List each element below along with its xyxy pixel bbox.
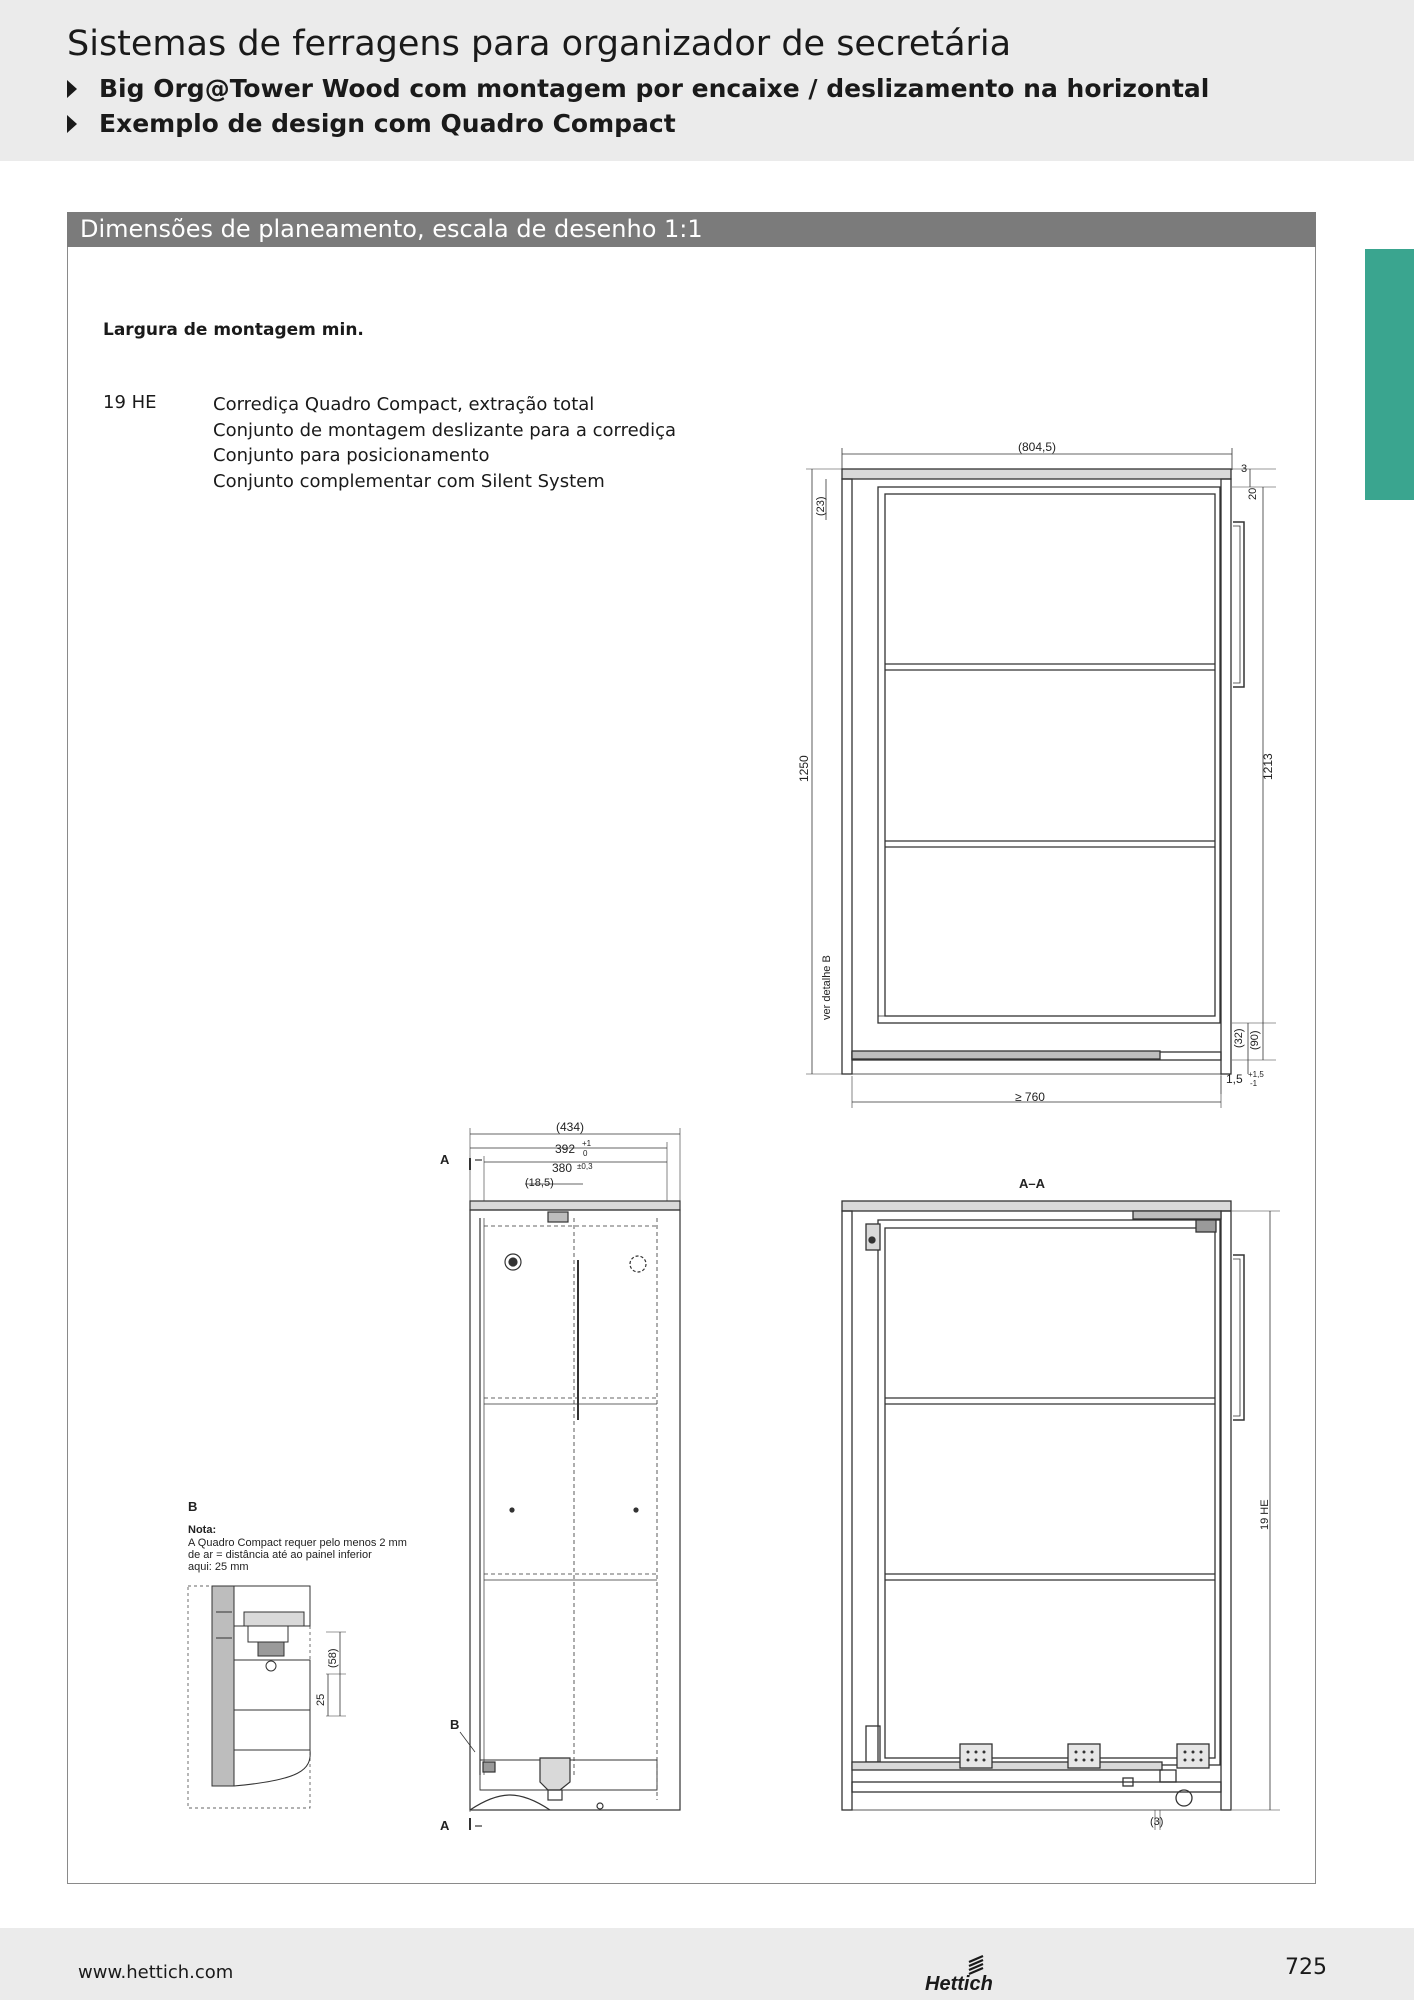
detail-b-text bbox=[188, 1499, 407, 1573]
dim-90: (90) bbox=[1249, 1030, 1261, 1050]
detail-b-title: B bbox=[188, 1499, 198, 1514]
dim-1213: 1213 bbox=[1261, 753, 1275, 780]
dim-380: 380 bbox=[552, 1161, 573, 1175]
dim-3: 3 bbox=[1241, 463, 1248, 475]
detail-b-note-line: aqui: 25 mm bbox=[188, 1561, 249, 1573]
detail-b-note-line: A Quadro Compact requer pelo menos 2 mm bbox=[188, 1537, 407, 1549]
spec-code: 19 HE bbox=[103, 392, 157, 413]
tol-plus: +1,5 bbox=[1248, 1070, 1264, 1079]
dim-1250: 1250 bbox=[797, 755, 811, 782]
dim-58: (58) bbox=[327, 1648, 339, 1668]
brand-name: Hettich bbox=[925, 1973, 993, 1994]
dim-392: 392 bbox=[555, 1142, 576, 1156]
section-mark-a-top: A bbox=[440, 1152, 450, 1167]
dim-1-5: 1,5 bbox=[1226, 1072, 1243, 1086]
section-mark-a-bottom: A bbox=[440, 1818, 450, 1833]
tol-392-minus: 0 bbox=[583, 1149, 588, 1158]
front-view bbox=[806, 448, 1276, 1108]
subtitle-1-text: Big Org@Tower Wood com montagem por encaixe / deslizamento na horizontal bbox=[99, 74, 1210, 103]
detail-b-note-line: de ar = distância até ao painel inferior bbox=[188, 1549, 372, 1561]
page-title: Sistemas de ferragens para organizador de secretária bbox=[67, 24, 1012, 64]
front-view-labels bbox=[797, 440, 1275, 1104]
dim-434: (434) bbox=[555, 1120, 585, 1134]
section-a-a-labels bbox=[1019, 1176, 1271, 1828]
hettich-logo bbox=[925, 1954, 1005, 1994]
subtitle-2-text: Exemplo de design com Quadro Compact bbox=[99, 109, 676, 138]
detail-mark-b: B bbox=[450, 1717, 460, 1732]
section-a-a-title: A–A bbox=[1018, 1176, 1046, 1191]
side-view bbox=[460, 1128, 680, 1830]
website-link[interactable]: www.hettich.com bbox=[78, 1962, 234, 1983]
dim-23: (23) bbox=[815, 496, 827, 516]
spec-line: Conjunto de montagem deslizante para a corrediça bbox=[213, 419, 677, 441]
detail-b-reference: ver detalhe B bbox=[821, 955, 833, 1020]
dim-25: 25 bbox=[315, 1693, 327, 1706]
dim-804-5: (804,5) bbox=[1017, 440, 1057, 454]
dim-760: ≥ 760 bbox=[1015, 1090, 1045, 1104]
spec-line: Conjunto para posicionamento bbox=[213, 445, 490, 466]
dim-19-he: 19 HE bbox=[1259, 1499, 1271, 1530]
spec-line: Corrediça Quadro Compact, extração total bbox=[213, 394, 595, 415]
min-width-label: Largura de montagem min. bbox=[103, 320, 364, 340]
section-title: Dimensões de planeamento, escala de desenho 1:1 bbox=[80, 215, 703, 243]
side-view-labels bbox=[440, 1120, 593, 1833]
dim-32: (32) bbox=[1233, 1028, 1245, 1048]
tol-minus: -1 bbox=[1250, 1079, 1258, 1088]
dim-18-5: (18,5) bbox=[525, 1177, 554, 1189]
section-a-a-view bbox=[842, 1201, 1280, 1830]
tol-380: ±0,3 bbox=[577, 1162, 593, 1171]
dim-20: 20 bbox=[1247, 487, 1259, 500]
tol-392-plus: +1 bbox=[582, 1139, 592, 1148]
dim-3-bottom: (3) bbox=[1150, 1816, 1164, 1828]
spec-line: Conjunto complementar com Silent System bbox=[213, 470, 605, 492]
detail-b-labels bbox=[315, 1648, 339, 1706]
detail-b-note-title: Nota: bbox=[188, 1524, 217, 1536]
page-number: 725 bbox=[1285, 1955, 1327, 1980]
